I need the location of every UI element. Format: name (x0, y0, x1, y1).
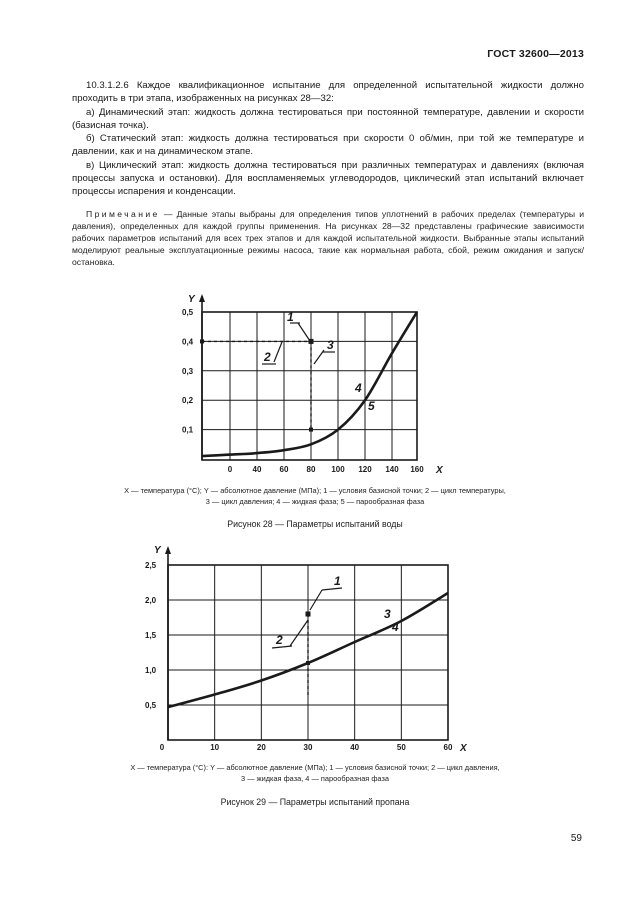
figure-28-label-1: 1 (287, 310, 294, 324)
figure-28-pressure-cycle-end (309, 428, 313, 432)
figure-28-y-tick: 0,2 (182, 396, 194, 406)
figure-29-x-ticks (160, 743, 453, 752)
standard-header: ГОСТ 32600—2013 (487, 48, 584, 60)
page-number: 59 (570, 833, 582, 844)
figure-29-pressure-cycle-point (306, 661, 310, 665)
figure-29-x-tick: 50 (396, 743, 406, 752)
figure-28-y-letter: Y (188, 294, 195, 305)
figure-28-y-arrow (199, 294, 205, 302)
figure-28-x-tick: 120 (358, 465, 372, 474)
figure-29-leader-1-bar (322, 588, 342, 590)
figure-28-x-tick: 40 (252, 465, 262, 474)
figure-29-base-point (306, 612, 311, 617)
figure-28-y-tick: 0,1 (182, 425, 194, 435)
figure-29-legend-line-2: 3 — жидкая фаза, 4 — парообразная фаза (241, 774, 389, 783)
figure-29-leader-2 (290, 620, 308, 646)
main-text (72, 79, 584, 199)
figure-29-caption: Рисунок 29 — Параметры испытаний пропана (220, 797, 410, 807)
note-text: — Данные этапы выбраны для определения типов уплотнений в рабочих пределах (температуры и давления), определенных для каждой группы применения. На рисунках 28—32 представлены графические зависимости рабочих параметров испытаний для всех трех этапов и для каждой испытательной жидкости. Выбранные этапы испытаний моделируют реальные эксплуатационные режимы насоса, такие как нормальная работа, сбой, режим ожидания и запуск/остановка. (72, 209, 584, 267)
figure-28-x-tick: 140 (385, 465, 399, 474)
figure-28-chart (0, 290, 630, 480)
figure-28-label-3: 3 (327, 338, 334, 352)
figure-29-chart (0, 540, 630, 755)
paragraph-cyclic-stage: в) Циклический этап: жидкость должна тестироваться при различных температурах и давлениях (включая процессы запуска и остановки). Для воспламеняемых углеводородов, циклический этап испытаний включает процессы испарения и конденсации. (72, 159, 584, 198)
figure-29-label-1: 1 (334, 574, 341, 588)
figure-28-legend (60, 485, 570, 507)
figure-29-y-tick: 2,5 (145, 561, 157, 570)
note-label: Примечание (86, 209, 160, 219)
paragraph-intro: 10.3.1.2.6 Каждое квалификационное испытание для определенной испытательной жидкости должно проходить в три этапа, изображенных на рисунках 28—32: (72, 80, 584, 105)
figure-28-leader-3 (314, 350, 324, 364)
figure-28-frame (202, 312, 417, 460)
figure-29-y-letter: Y (154, 545, 161, 556)
figure-28-legend-line-2: 3 — цикл давления; 4 — жидкая фаза; 5 — парообразная фаза (205, 497, 425, 506)
figure-28-y-tick: 0,5 (182, 308, 194, 317)
figure-29-label-4: 4 (392, 620, 399, 634)
figure-29-y-tick: 0,5 (145, 701, 157, 710)
figure-29-x-tick: 40 (350, 743, 360, 752)
figure-28-grid (202, 312, 417, 460)
paragraph-static-stage: б) Статический этап: жидкость должна тестироваться при скорости 0 об/мин, при той же температуре и давлении, как и на динамическом этапе. (72, 133, 584, 158)
figure-28-temp-cycle-start (200, 339, 204, 343)
paragraph-dynamic-stage: а) Динамический этап: жидкость должна тестироваться при постоянной температуре, давлении и скорости (базисная точка). (72, 106, 584, 131)
figure-28-label-4: 4 (355, 381, 362, 395)
figure-28-x-tick: 160 (410, 465, 424, 474)
figure-28-x-letter: X (436, 465, 443, 476)
figure-28-legend-line-1: X — температура (°С); Y — абсолютное давление (МПа); 1 — условия базисной точки; 2 — цикл температуры, (124, 486, 506, 495)
figure-28-leader-1 (298, 323, 310, 341)
figure-28-liquid-curve (202, 312, 417, 456)
figure-28-x-tick: 60 (279, 465, 289, 474)
figure-29-label-3: 3 (384, 607, 391, 621)
figure-28-y-tick: 0,4 (182, 337, 194, 347)
figure-29-y-ticks (145, 561, 157, 710)
figure-28-x-tick: 0 (227, 465, 233, 474)
figure-29-x-letter: X (460, 743, 467, 754)
figure-28-caption: Рисунок 28 — Параметры испытаний воды (227, 519, 403, 529)
figure-28-x-ticks (228, 465, 424, 474)
figure-29-x-tick: 20 (256, 743, 266, 752)
figure-29-x-tick: 10 (210, 743, 220, 752)
figure-28-x-tick: 100 (331, 465, 345, 474)
figure-28-label-2: 2 (264, 350, 271, 364)
figure-29-y-tick: 1,5 (145, 631, 157, 640)
figure-28-label-5: 5 (368, 399, 375, 413)
figure-28-y-tick: 0,3 (182, 366, 194, 376)
figure-29-y-tick: 1,0 (145, 666, 157, 675)
figure-29-x-tick: 0 (159, 743, 165, 752)
figure-28-x-tick: 80 (306, 465, 316, 474)
figure-28-leader-2 (274, 342, 282, 362)
figure-29-y-arrow (165, 546, 171, 554)
figure-29-label-2: 2 (276, 633, 283, 647)
figure-29-y-tick: 2,0 (145, 596, 157, 605)
note (72, 208, 584, 268)
figure-28-y-ticks (182, 308, 194, 435)
figure-29-legend-line-1: X — температура (°С): Y — абсолютное давление (МПа); 1 — условия базисной точки; 2 — цикл давления, (130, 763, 500, 772)
figure-29-x-tick: 60 (443, 743, 453, 752)
figure-29-legend (60, 762, 570, 784)
figure-29-x-tick: 30 (303, 743, 313, 752)
